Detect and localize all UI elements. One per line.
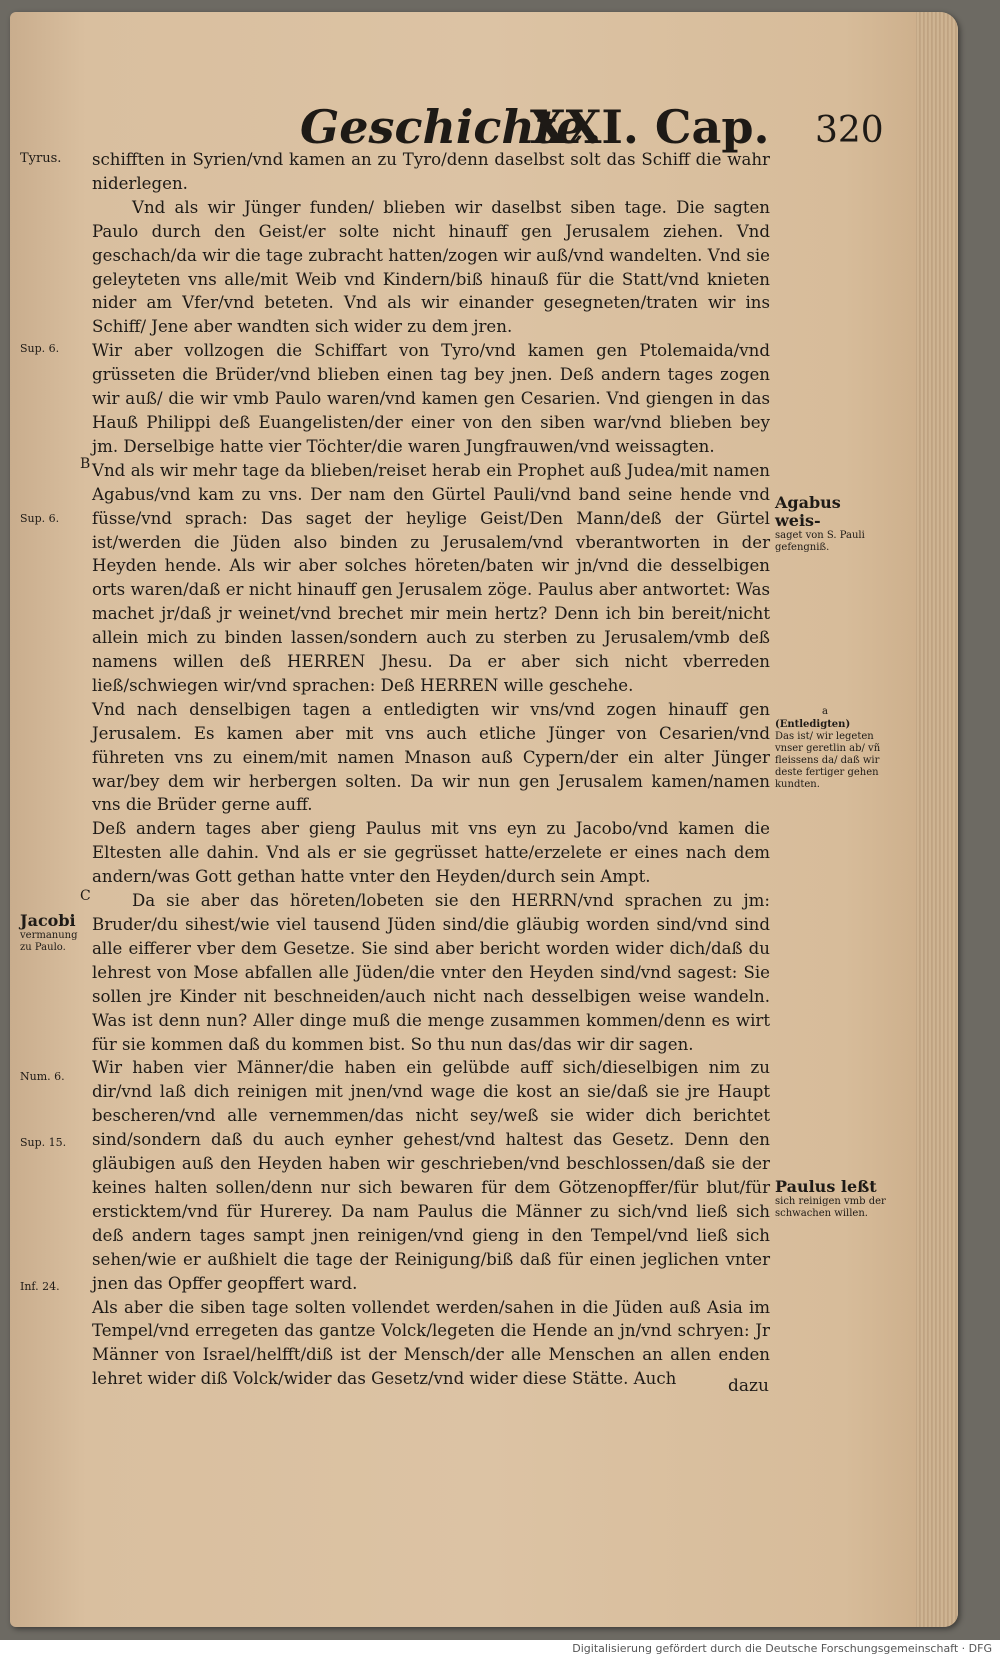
margin-note (775, 706, 887, 791)
catchword: dazu (728, 1376, 769, 1396)
note-text: Das ist/ wir legeten vnser geretlin ab/ vñ fleissens da/ daß wir deste fertiger gehen kundten. (775, 731, 881, 790)
paragraph-6: Deß andern tages aber gieng Paulus mit vns eyn zu Jacobo/vnd kamen die Eltesten alle dahin. Vnd als er sie gegrüsset hatte/erzelete er eines nach dem andern/was Gott gethan hatte vnter den Heyden/durch sein Ampt. (92, 819, 770, 887)
paulus-title: Paulus leßt (775, 1177, 877, 1196)
margin-sup15: Sup. 15. (20, 1136, 67, 1149)
running-head-chapter: XXI. Cap. (530, 100, 770, 154)
margin-agabus (775, 494, 887, 554)
margin-sup6b: Sup. 6. (20, 512, 60, 525)
paragraph-7: Da sie aber das höreten/lobeten sie den HERRN/vnd sprachen zu jm: Bruder/du sihest/wie viel tausend Jüden sind/die gläubig worden sind/vnd sind alle eifferer vber dem Gesetze. Sie sind aber bericht worden wider dich/daß du lehrest von Mose abfallen alle Jüden/die vnter den Heyden sind/vnd sagest: Sie sollen jre Kinder nit beschneiden/auch nicht nach desselbigen weise wandeln. Was ist denn nun? Aller dinge muß die menge zusammen kommen/denn es wirt für sie kommen daß du kommen bist. So thu nun das/das wir dir sagen. (92, 891, 770, 1054)
jacobi-sub: vermanung zu Paulo. (20, 930, 78, 953)
margin-paulus (775, 1178, 887, 1220)
agabus-title: Agabus weis- (775, 493, 841, 530)
paragraph-3: Wir aber vollzogen die Schiffart von Tyro/vnd kamen gen Ptolemaida/vnd grüsseten die Brüder/vnd blieben einen tag bey jnen. Deß andern tages zogen wir auß/ die wir vmb Paulo waren/vnd kamen gen Cesarien. Vnd giengen in das Hauß Philippi deß Euangelisten/der einer von den siben war/vnd blieben bey jm. Derselbige hatte vier Töchter/die waren Jungfrauwen/vnd weissagten. (92, 341, 770, 456)
paragraph-9: Als aber die siben tage solten vollendet werden/sahen in die Jüden auß Asia im Tempel/vnd erregeten das gantze Volck/legeten die Hende an jn/vnd schryen: Jr Männer von Israel/helfft/diß ist der Mensch/der alle Menschen an allen enden lehret wider diß Volck/wider das Gesetz/vnd wider diese Stätte. Auch (92, 1297, 770, 1389)
margin-letter-b: B (80, 456, 91, 472)
page-number: 320 (815, 110, 884, 151)
note-title: (Entledigten) (775, 719, 851, 730)
note-mark: a (822, 706, 828, 717)
paragraph-1: schifften in Syrien/vnd kamen an zu Tyro/denn daselbst solt das Schiff die wahr niderlegen. (92, 150, 770, 193)
agabus-sub: saget von S. Pauli gefengniß. (775, 530, 865, 553)
dfg-credit: Digitalisierung gefördert durch die Deutsche Forschungsgemeinschaft · DFG (572, 1642, 992, 1655)
paragraph-5: Vnd nach denselbigen tagen a entledigten wir vns/vnd zogen hinauff gen Jerusalem. Es kamen aber mit vns auch etliche Jünger von Cesarien/vnd führeten vns zu einem/mit namen Mnason auß Cypern/der ein alter Jünger war/bey dem wir herbergen solten. Da wir nun gen Jerusalem kamen/namen vns die Brüder gerne auff. (92, 699, 770, 815)
main-text (92, 148, 770, 1391)
margin-inf24: Inf. 24. (20, 1280, 60, 1293)
paragraph-2: Vnd als wir Jünger funden/ blieben wir daselbst siben tage. Die sagten Paulo durch den Geist/er solte nicht hinauff gen Jerusalem ziehen. Vnd geschach/da wir die tage zubracht hatten/zogen wir auß/vnd wandelten. Vnd sie geleyteten vns alle/mit Weib vnd Kindern/biß hinauß für die Statt/vnd knieten nider am Vfer/vnd beteten. Vnd als wir einander gesegneten/traten wir ins Schiff/ Jene aber wandten sich wider zu dem jren. (92, 197, 770, 337)
jacobi-title: Jacobi (20, 911, 76, 930)
page-edge (916, 12, 958, 1627)
paragraph-4: Vnd als wir mehr tage da blieben/reiset herab ein Prophet auß Judea/mit namen Agabus/vnd kam zu vns. Der nam den Gürtel Pauli/vnd band seine hende vnd füsse/vnd sprach: Das saget der heylige Geist/Den Mann/deß der Gürtel ist/werden die Jüden also binden zu Jerusalem/vnd vberantworten in der Heyden hende. Als wir aber solches höreten/baten wir jn/vnd die desselbigen orts waren/daß er nicht hinauff gen Jerusalem zöge. Paulus aber antwortet: Was machet jr/daß jr weinet/vnd brechet mir mein hertz? Denn ich bin bereit/nicht allein mich zu binden lassen/sondern auch zu sterben zu Jerusalem/vmb deß namens willen deß HERREN Jhesu. Da er aber sich nicht vberreden ließ/schwiegen wir/vnd sprachen: Deß HERREN wille geschehe. (92, 460, 770, 695)
margin-jacobi (20, 912, 92, 954)
paulus-sub: sich reinigen vmb der schwachen willen. (775, 1196, 886, 1219)
margin-letter-c: C (80, 888, 91, 904)
margin-tyrus: Tyrus. (20, 151, 62, 166)
running-head-title: Geschichte. (300, 100, 602, 154)
margin-sup6a: Sup. 6. (20, 342, 60, 355)
margin-num6: Num. 6. (20, 1070, 65, 1083)
paragraph-8: Wir haben vier Männer/die haben ein gelübde auff sich/dieselbigen nim zu dir/vnd laß dich reinigen mit jnen/vnd wage die kost an sie/daß sie jre Haupt bescheren/vnd alle vernemmen/das nicht sey/weß sie wider dich berichtet sind/sondern daß du auch eynher gehest/vnd haltest das Gesetz. Denn den gläubigen auß den Heyden haben wir geschrieben/vnd beschlossen/daß sie der keines halten sollen/denn nur sich bewaren für dem Götzenopffer/für blut/für ersticktem/vnd für Hurerey. Da nam Paulus die Männer zu sich/vnd ließ sich deß andern tages sampt jnen reinigen/vnd gieng in den Tempel/vnd ließ sich sehen/wie er außhielt die tage der Reinigung/biß daß für einen jeglichen vnter jnen das Opffer geopffert ward. (92, 1058, 770, 1293)
